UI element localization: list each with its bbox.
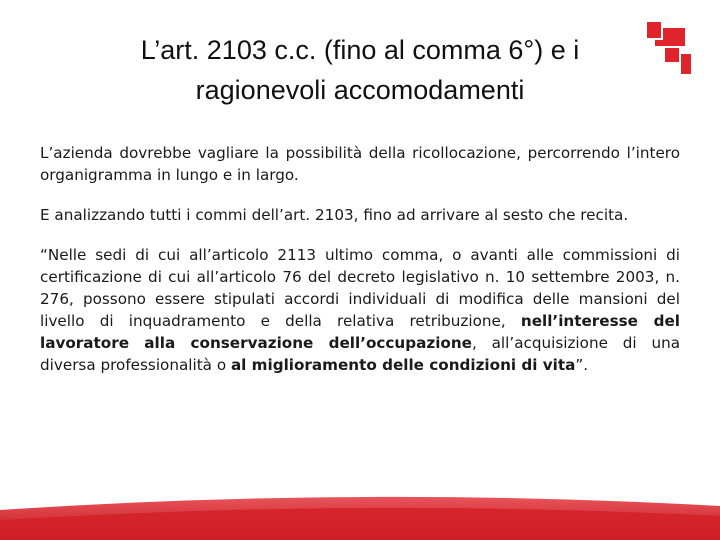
quote-text-1: “Nelle sedi di cui all’articolo 2113 ultimo comma, o avanti alle commissioni di certificazione di cui all’articolo 76 del decreto legislativo n. 10 settembre 2003, n. 276, possono essere stipulati accordi individuali di modifica delle mansioni del livello di inquadramento e della relativa retribuzione, — [40, 246, 680, 330]
paragraph-ricollocazione: L’azienda dovrebbe vagliare la possibilità della ricollocazione, percorrendo l’intero organigramma in lungo e in largo. — [40, 144, 680, 184]
red-blocks-logo-icon — [645, 20, 693, 76]
paragraph-analisi-commi: E analizzando tutti i commi dell’art. 2103, fino ad arrivare al sesto che recita. — [40, 206, 629, 224]
footer-red-band — [0, 480, 720, 540]
title-line-1: L’art. 2103 c.c. (fino al comma 6°) e i — [140, 35, 580, 65]
quote-text-3: ”. — [575, 356, 589, 374]
title-line-2: ragionevoli accomodamenti — [195, 75, 525, 105]
paragraph-citazione — [40, 244, 680, 376]
slide-body — [40, 142, 680, 376]
quote-text-2: , all’acquisizione di una diversa professionalità o — [40, 334, 681, 374]
slide-title — [60, 30, 660, 110]
quote-bold-interesse: nell’interesse del lavoratore alla conservazione dell’occupazione — [40, 312, 680, 352]
quote-bold-miglioramento: al miglioramento delle condizioni di vita — [230, 356, 576, 374]
